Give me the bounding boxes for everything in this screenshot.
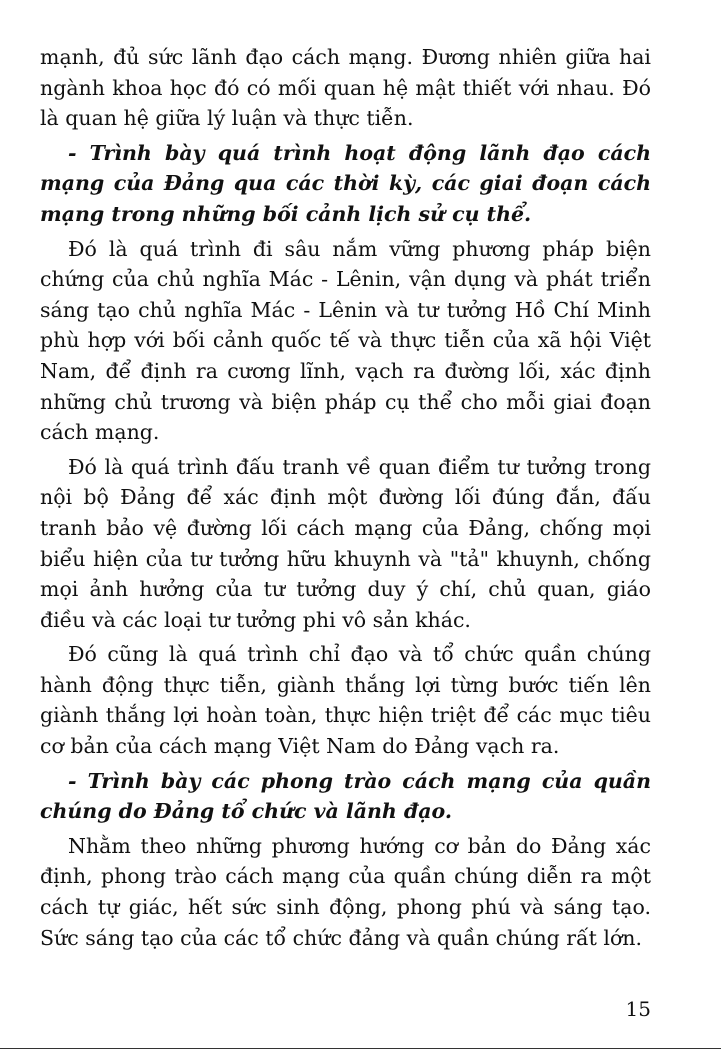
paragraph-dialectics: Đó là quá trình đi sâu nắm vững phương pháp biện chứng của chủ nghĩa Mác - Lênin, vận dụng và phát triển sáng tạo chủ nghĩa Mác - Lênin và tư tưởng Hồ Chí Minh phù hợp với bối cảnh quốc tế và thực tiễn của xã hội Việt Nam, để định ra cương lĩnh, vạch ra đường lối, xác định những chủ trương và biện pháp cụ thể cho mỗi giai đoạn cách mạng. (40, 236, 651, 445)
page-number: 15 (625, 997, 651, 1021)
paragraph-ideological-struggle: Đó là quá trình đấu tranh về quan điểm tư tưởng trong nội bộ Đảng để xác định một đường lối đúng đắn, đấu tranh bảo vệ đường lối cách mạng của Đảng, chống mọi biểu hiện của tư tưởng hữu khuynh và "tả" khuynh, chống mọi ảnh hưởng của tư tưởng duy ý chí, chủ quan, giáo điều và các loại tư tưởng phi vô sản khác. (40, 454, 651, 632)
heading-mass-movements: - Trình bày các phong trào cách mạng của quần chúng do Đảng tổ chức và lãnh đạo. (40, 768, 651, 824)
heading-leadership-process: - Trình bày quá trình hoạt động lãnh đạo cách mạng của Đảng qua các thời kỳ, các giai đoạn cách mạng trong những bối cảnh lịch sử cụ thể. (40, 140, 651, 226)
bottom-rule (0, 1048, 721, 1063)
paragraph-mass-organization: Đó cũng là quá trình chỉ đạo và tổ chức quần chúng hành động thực tiễn, giành thắng lợi từng bước tiến lên giành thắng lợi hoàn toàn, thực hiện triệt để các mục tiêu cơ bản của cách mạng Việt Nam do Đảng vạch ra. (40, 642, 651, 759)
paragraph-continuation: mạnh, đủ sức lãnh đạo cách mạng. Đương nhiên giữa hai ngành khoa học đó có mối quan hệ mật thiết với nhau. Đó là quan hệ giữa lý luận và thực tiễn. (40, 45, 651, 131)
page-body (40, 42, 651, 953)
paragraph-movements: Nhằm theo những phương hướng cơ bản do Đảng xác định, phong trào cách mạng của quần chúng diễn ra một cách tự giác, hết sức sinh động, phong phú và sáng tạo. Sức sáng tạo của các tổ chức đảng và quần chúng rất lớn. (40, 833, 651, 950)
